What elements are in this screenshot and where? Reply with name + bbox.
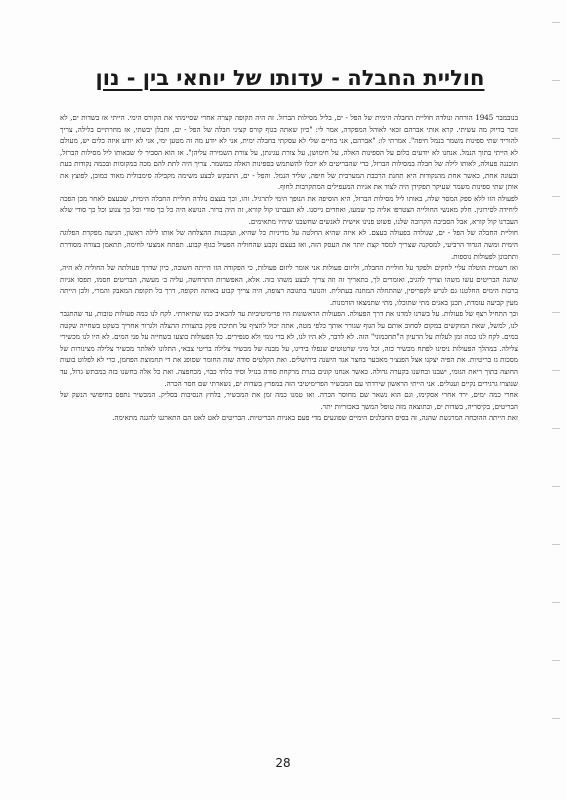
edge-mark [552,718,560,719]
edge-mark [552,486,560,487]
paragraph: בנובמבר 1945 הורחה ונולדה חוליית החבלה הימית של הפל - ים, בליל מסילות הברזל. זה היה תקופה קצרה אחרי שסיימתי את הקורס הימי. הייתי אז בשדות ים, לא זוכר בדיוק מה עשיתי. קרא אותי אברהם זכאי לאוהל המפקדה, אמר לי: "כיון שאתה בגוף קורס קציני חבלה של הפל - ים, וחבלן יבשתי, אז מחרתיים בלילה, צריך להוריד שתי ספינות משמר בנמל חיפה". אמרתי לו: "אברהם, אני בחיים שלי לא עסקתי בחבלה ימית, אני לא יודע מה זה מטען ימי, אני לא יודע איזה כלים יש, מעולם לא הייתי בתוך הנמל. אנחנו לא יודעים כלום על הספינות האלה, על חימושן, על צורת עגינתן, על צורת השמירה עליהן". אז הוא הסביר לי שבאותו ליל מסילות הברזל, תוכננה פעולה, לאותו לילה של חבלה במסילות הברזל, כדי שהבריטים לא יוכלו להשתמש בספינות האלה כמשמר. צריך היה לתת להם מכה במקומות ובכמה נקודות בעת ובעונה אחת, כאשר אחת מהנקודות היא תחנת הרכבת המערבית של חיפה, שליד הנמל. והפל - ים, התבקש לבצע משימה מקבילה סימבולית מאוד כמובן, לפוצץ את אותן שתי ספינות משמר שעיקר תפקידן היה לצוד את אניות המעפילים המתקרבות לחוף. [60,113,518,192]
edge-mark [552,602,560,603]
paragraph: ואז רשמית הוטלה עליי לחקים ולפקד על חוליית החבלה, וליזום פעולות אני אומר ליזום פעולות, כי הפקודה הזו הייתה חשובה, כיון שדרך פעולתה של החוליה לא היה, שהנה הבריטים עשו משהו וצריך להגיב, ואומרים לך, בתאריך זה וזה צריך לבצע משהו כזה. אלא, האפשרות התרחשה, עליה ב׳ מעשה, הבריטים חסמו, תפסו אניות ברבות הימים החלטנו גם לגרש לקפריסין, שהתחלה המחנה בעתלית. והנוער בתגובה רצופה, היה צריך קבוע באותה תקופה, דרך כל תקופת המאבק והמרי, ולכן הייתה מעין קביעה עומדת, תכנן באגים מתי שתוכלו, מתי שתמצאו הזדמנות. [60,263,518,307]
paragraph: חוליית החבלה של הפל - ים, שנולדה בפעולה בעצם. לא איזה שהיא החלטה על מדיניות כל שהיא, ועקבנות ההצלחה של אותו לילה ראשון, הגיעה מפקדת הפלוגה הימית ומשה הגדוד הרביעי, למסקנה שצריך למסד קצת יותר את העסק הזה, ואז בעצם נקבע שהחוליה הפעיל כגוף קבוע. תפתח אמצעי לחימה, תתאמן בצורה מסודרת ותתכונן לפעולות נוספות. [60,228,518,261]
edge-mark [552,312,560,313]
edge-mark [552,544,560,545]
edge-mark [552,660,560,661]
page-title: חוליית החבלה - עדותו של יוחאי בין - נון [95,66,485,90]
edge-mark [552,138,560,139]
page-number: 28 [275,756,291,770]
edge-mark [552,22,560,23]
paragraph: אחרי כמה ימים, ירד אחרי אסקימו, וגם הוא נשאר שם מחוסר הכרה. ואז טמנו כמה זמן את המכשיר, בלחץ הנסיבות בסליק. המכשיר נתפס בחיפושי הנשק של הבריטים, בקיסריה, בשדות ים, וכתוצאה מזה טופל המשך באכזריות יתר. [60,390,518,411]
paragraph: זאת הייתה ההוכחה המרגשת שהנה, זה בסיס החבלנים הימיים שפוגעים מדי פעם באניות הבריטיות. הבריטים לאט לאט הם התארגנו להגנה מתאימה. [112,413,518,423]
edge-mark [552,254,560,255]
paragraph: לפעולה הזו ללא ספק המסר שלה, באותו ליל מסילות הברזל, היא הוסיפה את הנופך הימי לתרגיל. זהו, וכך בעצם נולדה חוליית החבלה הימית, שבעצם לאחר מכן הפכה ליחידה לסירוגין. חלק מאנשי החולייה הצטרפו אליה כך שמעו, ואחדים גייסנו. לא העברנו קול קורא, זה היה ברור. הנושא היה כל כך סודי וכל כך צנוע וכל כך סודי שלא העברנו קול קורא, אבל הסביבה הקרובה שלנו, פשוט פנינו אישית לאנשים שחשבנו שיהיו מתאימים. [60,193,518,226]
paragraph: וכך התחיל רצף של פעולות. על בשרנו למדנו את דרך הפעולה. הפעולות הראשונות היו פרימיטיביות עד להכאיב כמו שתיארתי. לקח לנו כמה פעולות טובות, עד שהתגבר לנו, למשל, שאת המוקשים במקום לסחוב אותם על הגוף שגורר אותך כלפי מטה, אתה יכול להציף על חתיכת פקק בתצורת ההצלה ולגרור אחריך בשקט בשחייה שקטה במים. לקח לנו כמה זמן לעלות על הרעיון ה"תחכמוני" הזה. לא לדבר, לא היו לנו, לא בדי גומי ולא סנפירים. כל הפעולות בוצעו בשחייה על פני המים. לא היו לנו מכשירי צלילה. במהלך הפעולות ניסינו לפתח מכשיר כזה, וכל מיני שרטוטים שנפלו בידינו, על מבנה של מכשיר צלילה בריטי צבאי, התלונו לאלתר מכשיר צלילה מצינורות של מסכות גז בריטיות. את הפיה יצקנו אצל הפנצ׳ר מאכער בחצר אגד הישנה בירושלים. ואת הקלטים סודה שזה החומר שסופג את די תחמוצת הפחמן, כדי לא לפלוט בועות החוצה בתוך ריאת הגומי, ישבנו ובחשנו בקערה גדולה. כאשר אנחנו קונים בגרת מרקחת סודה בנזיל וסיד כלתי כבוי, מכחפצה. ואת כל אלה בחשנו בזה במכתש גדול, עד שנוצרו גרגירים נקיים ועגולים. אני הייתי הראשון שירדתי עם המכשיר הפרימיטיבי הזה במפרץ בשדות ים, נשארתי שם חסר הכרה. [60,309,518,388]
edge-mark [552,370,560,371]
edge-mark [552,80,560,81]
scan-edge-marks [544,22,560,782]
article-body [60,112,518,792]
edge-mark [552,428,560,429]
edge-mark [552,196,560,197]
